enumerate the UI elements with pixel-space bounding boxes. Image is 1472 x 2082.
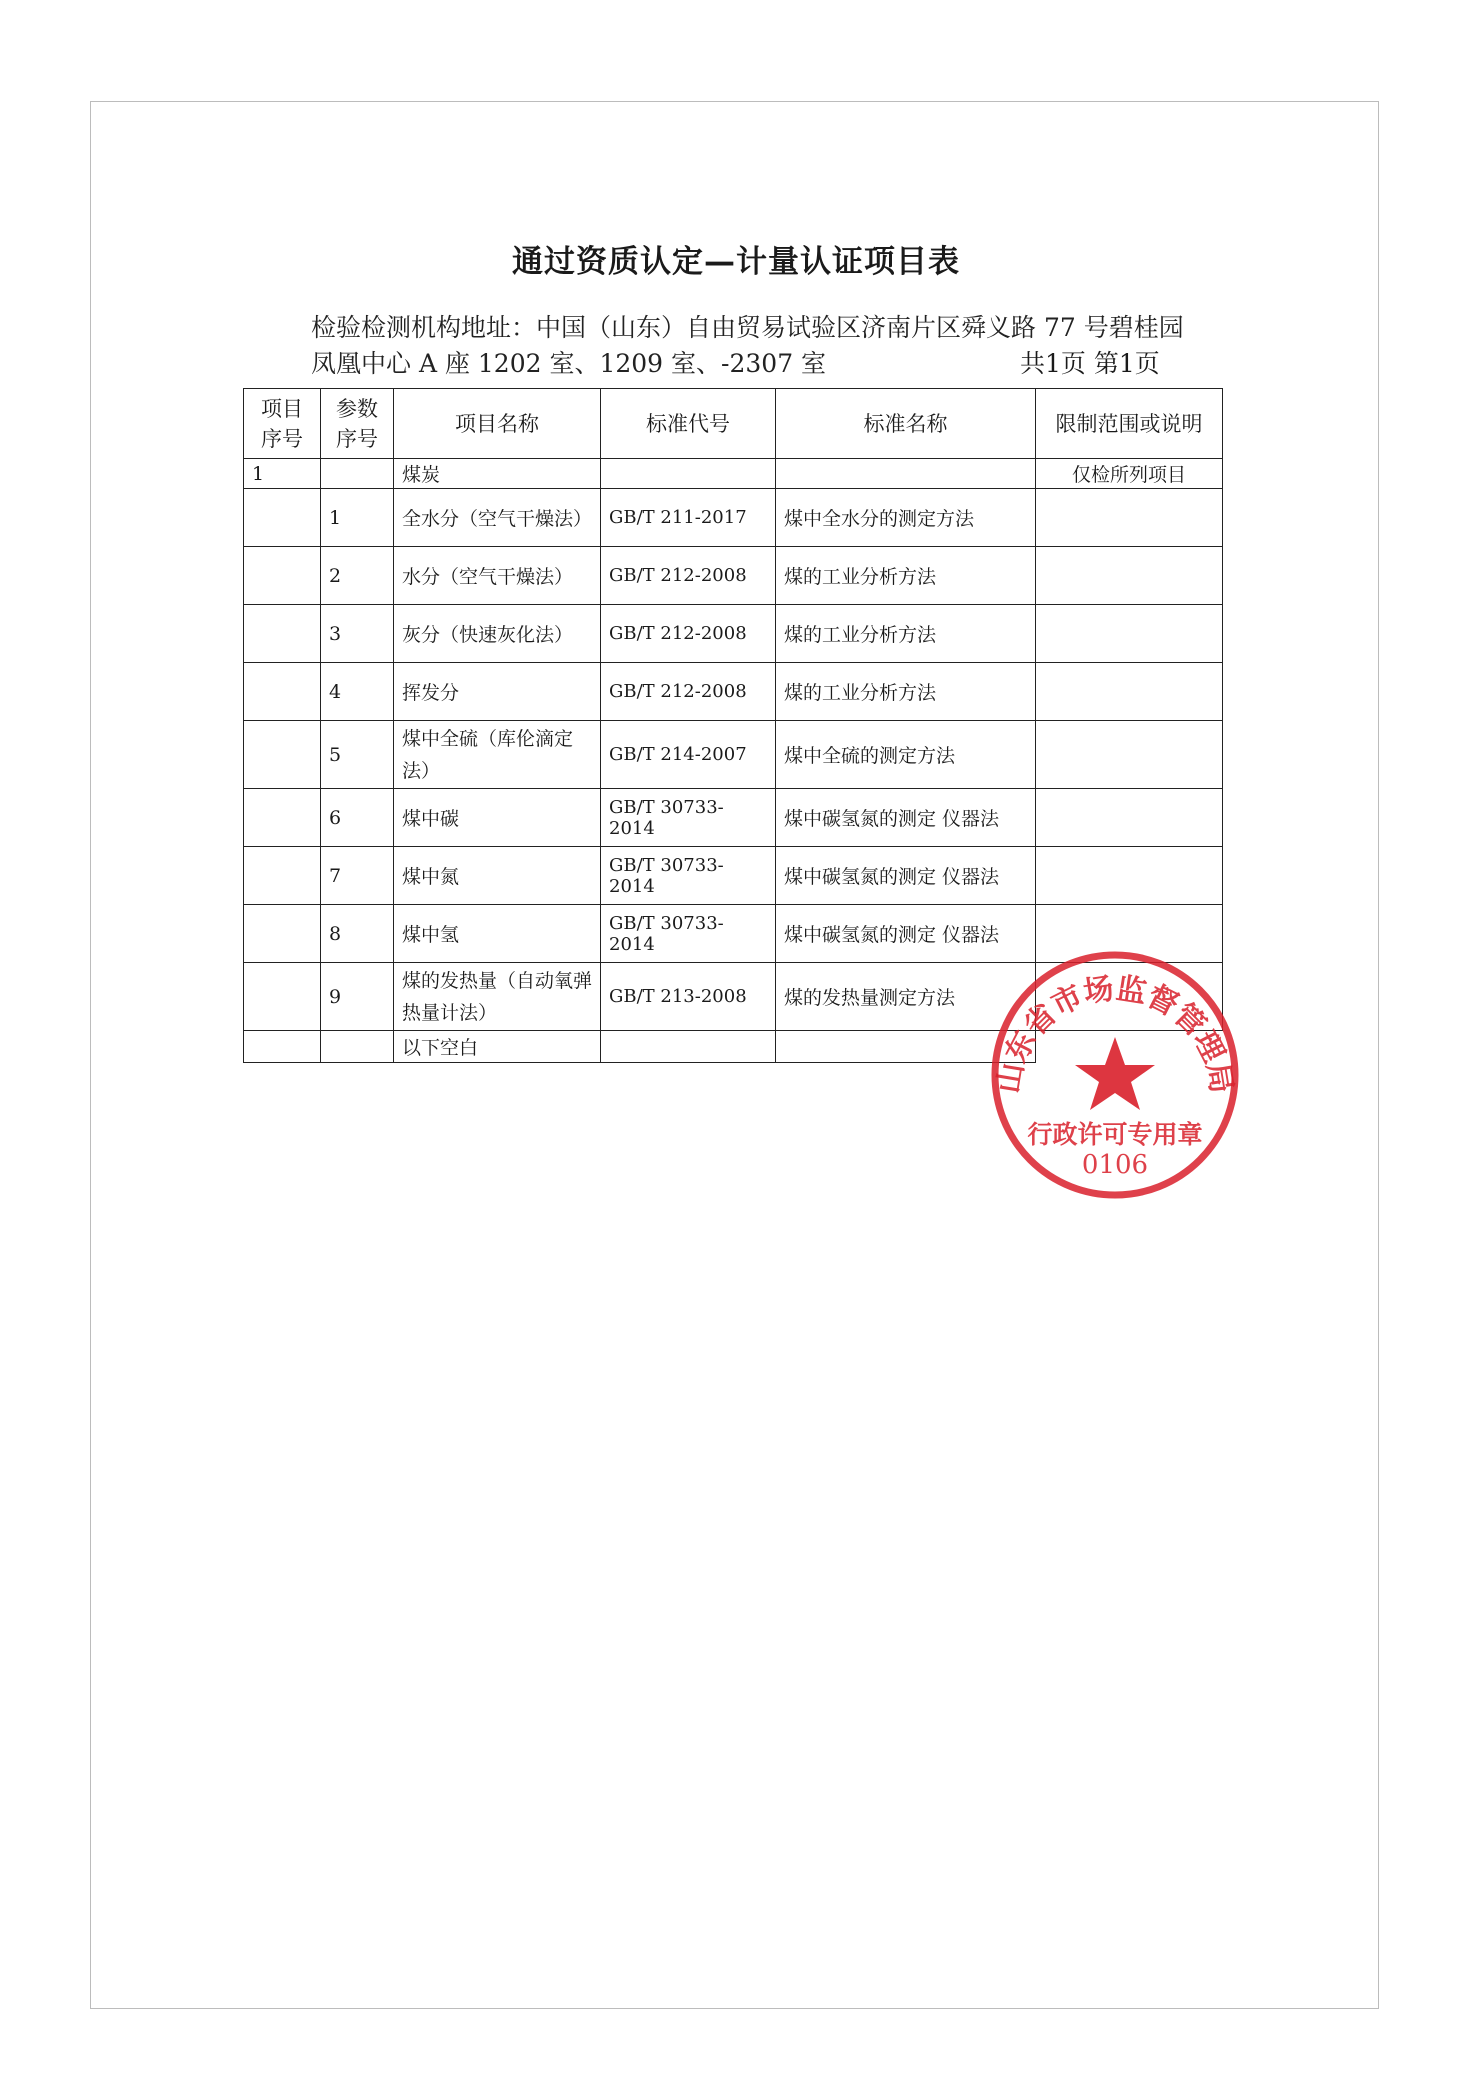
table-row: [244, 721, 1223, 789]
param-no: 8: [321, 905, 394, 963]
blank-below-note: 以下空白: [394, 1031, 601, 1063]
standard-name: 煤中全水分的测定方法: [776, 489, 1036, 547]
standard-code: GB/T 30733-2014: [601, 789, 776, 847]
table-row: [244, 489, 1223, 547]
category-row: [244, 459, 1223, 489]
address-line-2: 凤凰中心 A 座 1202 室、1209 室、-2307 室: [311, 349, 827, 378]
item-name: 灰分（快速灰化法）: [394, 605, 601, 663]
category-name: 煤炭: [394, 459, 601, 489]
document-title: 通过资质认定—计量认证项目表: [512, 244, 960, 280]
item-name: 煤中氢: [394, 905, 601, 963]
item-name: 水分（空气干燥法）: [394, 547, 601, 605]
standard-name: 煤中碳氢氮的测定 仪器法: [776, 905, 1036, 963]
param-no: 6: [321, 789, 394, 847]
standard-name: 煤的工业分析方法: [776, 547, 1036, 605]
header-standard-code: 标准代号: [601, 389, 776, 459]
standard-code: GB/T 212-2008: [601, 605, 776, 663]
category-code-empty: [601, 459, 776, 489]
table-row: [244, 547, 1223, 605]
standard-code: GB/T 30733-2014: [601, 847, 776, 905]
header-limit: 限制范围或说明: [1036, 389, 1223, 459]
standard-code: GB/T 212-2008: [601, 547, 776, 605]
table-row: [244, 789, 1223, 847]
param-no: 2: [321, 547, 394, 605]
seal-inner-text: 行政许可专用章: [1027, 1120, 1203, 1149]
standard-name: 煤中全硫的测定方法: [776, 721, 1036, 789]
item-name: 煤中全硫（库伦滴定法）: [394, 721, 601, 789]
item-name: 全水分（空气干燥法）: [394, 489, 601, 547]
table-row: [244, 605, 1223, 663]
param-no: 7: [321, 847, 394, 905]
standard-name: 煤中碳氢氮的测定 仪器法: [776, 789, 1036, 847]
category-std-empty: [776, 459, 1036, 489]
standard-code: GB/T 212-2008: [601, 663, 776, 721]
header-param-no: 参数序号: [321, 389, 394, 459]
param-no: 9: [321, 963, 394, 1031]
table-row: [244, 663, 1223, 721]
category-no: 1: [244, 459, 321, 489]
address-line-1: 检验检测机构地址：中国（山东）自由贸易试验区济南片区舜义路 77 号碧桂园: [311, 313, 1184, 342]
official-seal: [985, 945, 1245, 1205]
param-no: 3: [321, 605, 394, 663]
category-param-empty: [321, 459, 394, 489]
standard-name: 煤的工业分析方法: [776, 663, 1036, 721]
standard-code: GB/T 30733-2014: [601, 905, 776, 963]
standard-name: 煤的工业分析方法: [776, 605, 1036, 663]
seal-number: 0106: [1081, 1150, 1149, 1180]
param-no: 5: [321, 721, 394, 789]
item-name: 煤中氮: [394, 847, 601, 905]
standard-code: GB/T 214-2007: [601, 721, 776, 789]
standard-name: 煤中碳氢氮的测定 仪器法: [776, 847, 1036, 905]
standard-name: 煤的发热量测定方法: [776, 963, 1036, 1031]
header-item-name: 项目名称: [394, 389, 601, 459]
standard-code: GB/T 211-2017: [601, 489, 776, 547]
param-no: 1: [321, 489, 394, 547]
table-header-row: [244, 389, 1223, 459]
header-standard-name: 标准名称: [776, 389, 1036, 459]
item-name: 煤中碳: [394, 789, 601, 847]
category-limit: 仅检所列项目: [1036, 459, 1223, 489]
standard-code: GB/T 213-2008: [601, 963, 776, 1031]
table-row: [244, 847, 1223, 905]
item-name: 挥发分: [394, 663, 601, 721]
header-item-no: 项目序号: [244, 389, 321, 459]
seal-arc-text: 山东省市场监督管理局: [991, 971, 1239, 1096]
seal-star: [1075, 1037, 1155, 1110]
param-no: 4: [321, 663, 394, 721]
page-counter: 共1页 第1页: [1020, 349, 1160, 378]
item-name: 煤的发热量（自动氧弹热量计法）: [394, 963, 601, 1031]
